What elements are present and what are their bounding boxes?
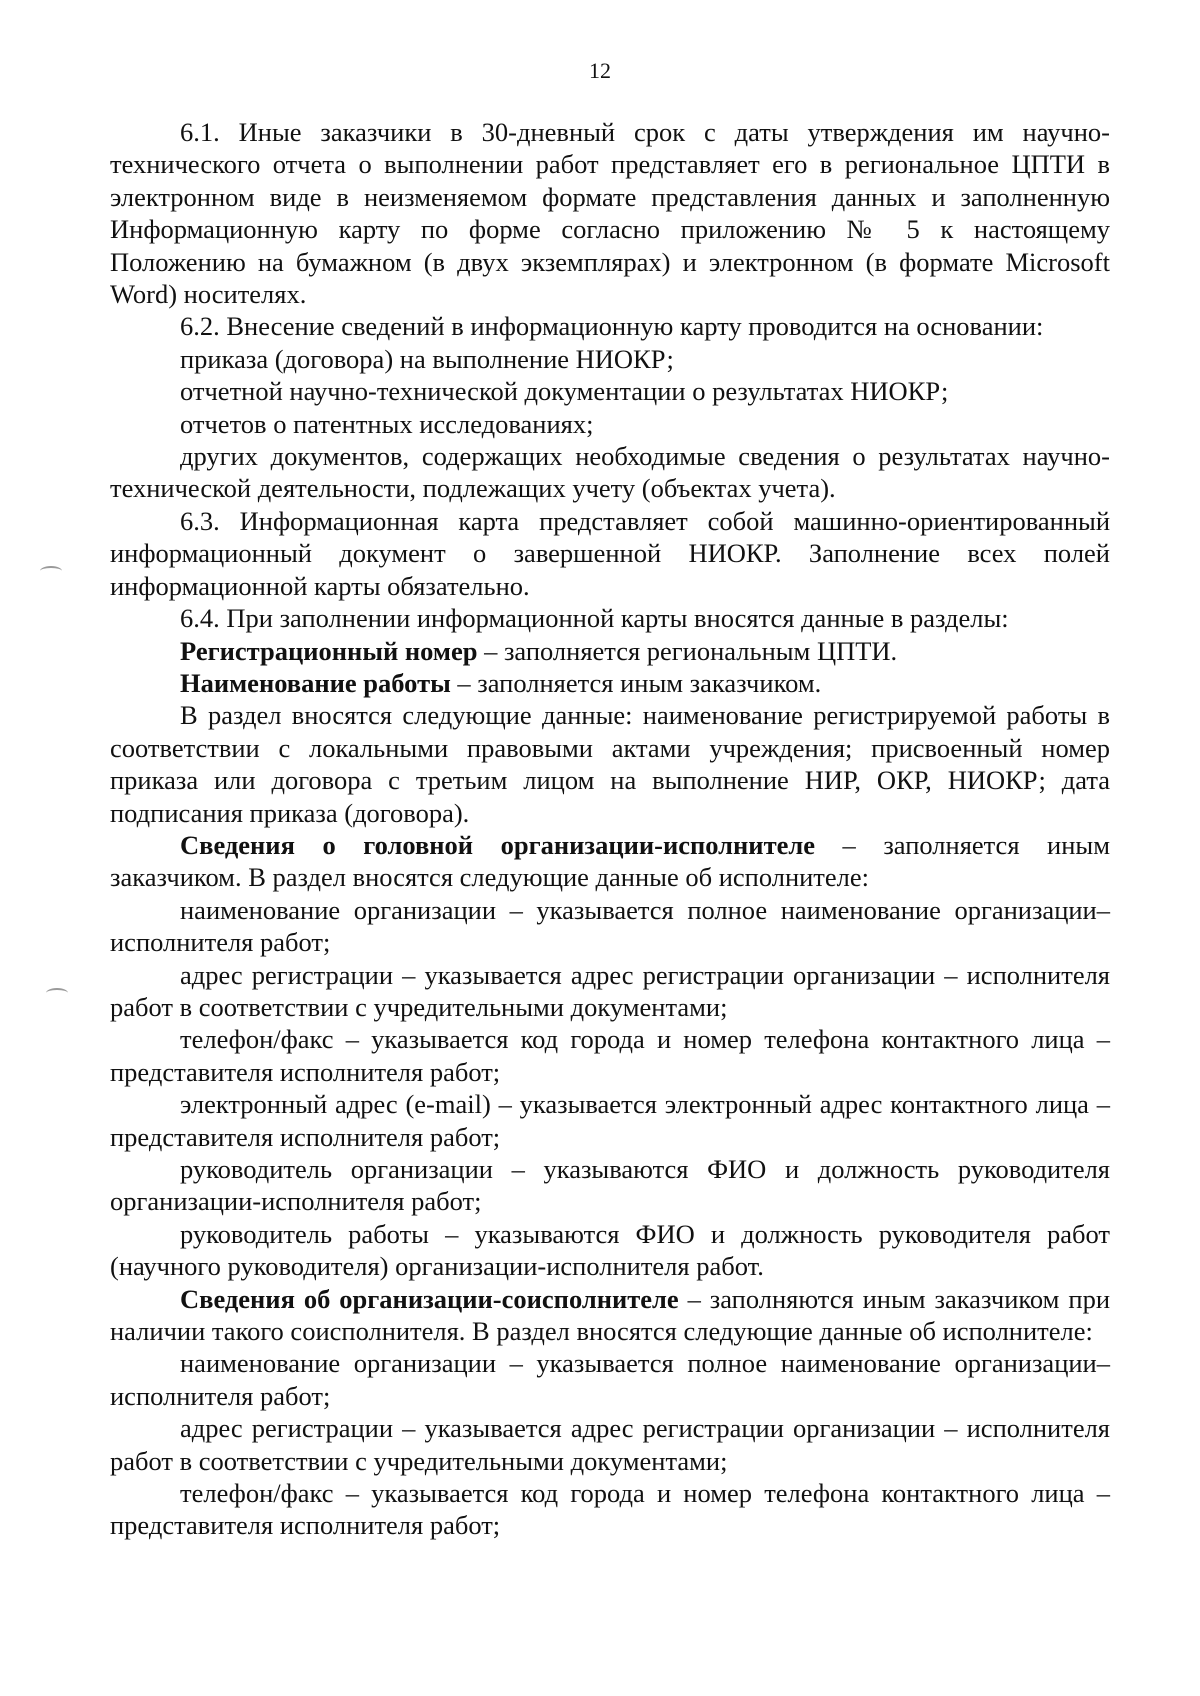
- list-item: приказа (договора) на выполнение НИОКР;: [180, 343, 674, 374]
- section-registration-number: [110, 635, 1110, 667]
- paragraph-6-4: 6.4. При заполнении информационной карты вносятся данные в разделы:: [180, 603, 1009, 634]
- list-item: отчетов о патентных исследованиях;: [180, 408, 594, 439]
- list-item: других документов, содержащих необходимые сведения о результатах научно-технической деятельности, подлежащих учету (объектах учета).: [110, 441, 1110, 504]
- document-body: [110, 116, 1110, 1542]
- section-co-executor: [110, 1283, 1110, 1348]
- list-item: телефон/факс – указывается код города и номер телефона контактного лица – представителя исполнителя работ;: [110, 1478, 1110, 1541]
- section-work-title: [110, 667, 1110, 699]
- scan-artifact: [46, 988, 68, 998]
- list-item: отчетной научно-технической документации о результатах НИОКР;: [180, 376, 949, 407]
- section-heading: Наименование работы: [180, 667, 451, 698]
- section-heading: Сведения об организации-соисполнителе: [180, 1283, 679, 1314]
- paragraph-6-3: 6.3. Информационная карта представляет собой машинно-ориентированный информационный документ о завершенной НИОКР. Заполнение всех полей информационной карты обязательно.: [110, 505, 1110, 601]
- list-item: руководитель организации – указываются ФИО и должность руководителя организации-исполнителя работ;: [110, 1154, 1110, 1217]
- scan-artifact: [40, 566, 62, 576]
- section-text: – заполняется иным заказчиком. В раздел вносятся следующие данные об исполнителе:: [110, 829, 1110, 893]
- section-text: – заполняются иным заказчиком при наличии такого соисполнителя. В раздел вносятся следующие данные об исполнителе:: [110, 1283, 1110, 1347]
- paragraph-6-1: 6.1. Иные заказчики в 30-дневный срок с даты утверждения им научно-технического отчета о выполнении работ представляет его в региональное ЦПТИ в электронном виде в неизменяемом формате представления данных и заполненную Информационную карту по форме согласно приложению № 5 к настоящему Положению на бумажном (в двух экземплярах) и электронном (в формате Microsoft Word) носителях.: [110, 117, 1110, 310]
- section-heading: Сведения о головной организации-исполнителе: [180, 829, 815, 860]
- list-item: электронный адрес (e-mail) – указывается электронный адрес контактного лица – представителя исполнителя работ;: [110, 1089, 1110, 1152]
- list-item: адрес регистрации – указывается адрес регистрации организации – исполнителя работ в соответствии с учредительными документами;: [110, 959, 1110, 1022]
- section-text: – заполняется иным заказчиком.: [450, 667, 822, 698]
- section-heading: Регистрационный номер: [180, 635, 478, 666]
- page-number: 12: [589, 58, 611, 83]
- list-item: наименование организации – указывается полное наименование организации– исполнителя работ;: [110, 894, 1110, 958]
- list-item: наименование организации – указывается полное наименование организации– исполнителя работ;: [110, 1348, 1110, 1411]
- list-item: телефон/факс – указывается код города и номер телефона контактного лица – представителя исполнителя работ;: [110, 1024, 1110, 1087]
- list-item: адрес регистрации – указывается адрес регистрации организации – исполнителя работ в соответствии с учредительными документами;: [110, 1413, 1110, 1476]
- paragraph: В раздел вносятся следующие данные: наименование регистрируемой работы в соответствии с локальными правовыми актами учреждения; присвоенный номер приказа или договора с третьим лицом на выполнение НИР, ОКР, НИОКР; дата подписания приказа (договора).: [110, 700, 1110, 828]
- paragraph-6-2: 6.2. Внесение сведений в информационную карту проводится на основании:: [180, 311, 1044, 342]
- section-lead-organization: [110, 829, 1110, 894]
- section-text: – заполняется региональным ЦПТИ.: [477, 635, 898, 666]
- list-item: руководитель работы – указываются ФИО и должность руководителя работ (научного руководителя) организации-исполнителя работ.: [110, 1218, 1110, 1282]
